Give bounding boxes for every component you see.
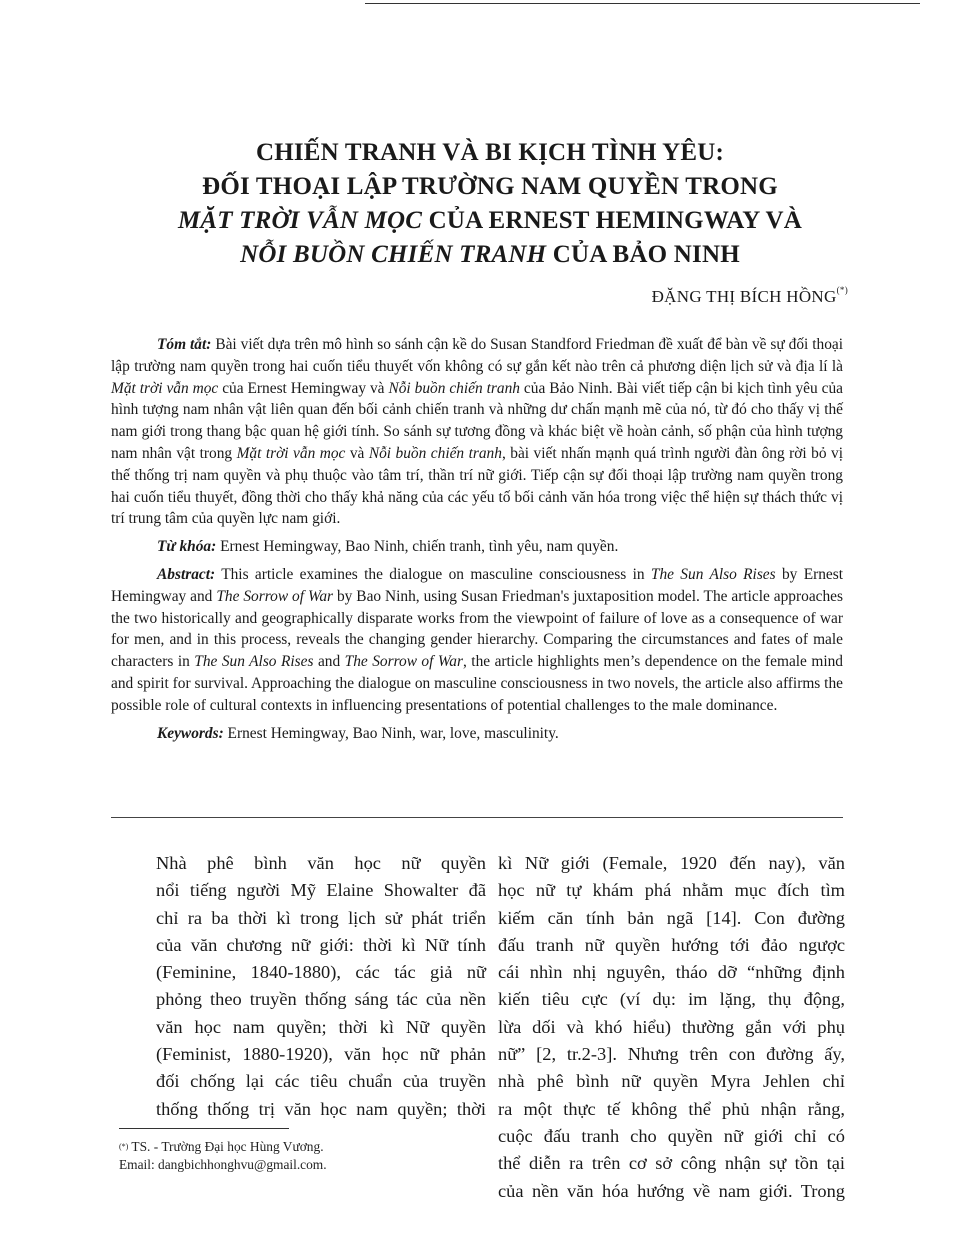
summary-vi: Tóm tắt: Bài viết dựa trên mô hình so sánh cận kề do Susan Standford Friedman đề xuất để bàn về sự đối thoại lập trường nam quyền trong hai cuốn tiểu thuyết vốn không có sự gắn kết nào trên cả phương diện lịch sử và địa lí là Mặt trời vẫn mọc của Ernest Hemingway và Nỗi buồn chiến tranh của Bảo Ninh. Bài viết tiếp cận bi kịch tình yêu của hình tượng nam nhân vật liên quan đến bối cảnh chiến tranh và những dư chấn mạnh mẽ của nó, từ đó cho thấy vị thế nam giới trong thang bậc quan hệ giới tính. So sánh sự tương đồng và khác biệt về hoàn cảnh, số phận của hình tượng nam nhân vật trong Mặt trời vẫn mọc và Nỗi buồn chiến tranh, bài viết nhấn mạnh quá trình người đàn ông rời bỏ vị thế thống trị nam quyền và phụ thuộc vào tâm trí, thần trí nữ giới. Tiếp cận sự đối thoại lập trường nam quyền trong hai cuốn tiểu thuyết, đồng thời cho thấy khả năng của các yếu tố bối cảnh văn hóa trong việc thể hiện sự thách thức vị trí trung tâm của quyền lực nam giới. (111, 336, 844, 528)
body-line: học nữ tự khám phá nhằm mục đích tìm (498, 880, 845, 901)
body-line: đấu tranh nữ quyền hướng tới đảo ngược (498, 934, 845, 955)
keywords-en: Keywords: Ernest Hemingway, Bao Ninh, war, love, masculinity. (157, 724, 559, 742)
body-line: phỏng theo truyền thống sáng tác của nền (156, 989, 486, 1010)
body-line: thống thống trị văn học nam quyền; thời (156, 1098, 486, 1119)
body-line: ra một thực tế không thể phủ nhận rằng, (498, 1098, 845, 1119)
author-footnote-marker: (*) (836, 285, 848, 295)
author-name: ĐẶNG THỊ BÍCH HỒNG(*) (651, 285, 848, 306)
body-line: đối chống lại các tiêu chuẩn của truyền (156, 1071, 486, 1092)
title-line-2: ĐỐI THOẠI LẬP TRƯỜNG NAM QUYỀN TRONG (202, 173, 778, 200)
footnote-rule (119, 1128, 289, 1129)
title-line-3: MẶT TRỜI VẪN MỌC CỦA ERNEST HEMINGWAY VÀ (177, 207, 803, 234)
section-divider (111, 817, 843, 818)
abstract-section (111, 334, 843, 744)
body-line: kiến tiêu cực (ví dụ: im lặng, thụ động, (498, 989, 845, 1010)
footnote (119, 1138, 449, 1174)
body-line: lừa dối và khó hiểu) thường gắn với phụ (498, 1016, 845, 1037)
body-line: (Feminist, 1880-1920), văn học nữ phản (156, 1044, 486, 1065)
abstract-en: Abstract: This article examines the dialogue on masculine consciousness in The Sun Also Rises by Ernest Hemingway and The Sorrow of War by Bao Ninh, using Susan Friedman's juxtaposition model. The article approaches the two historically and geographically disparate works from the viewpoint of failure of love as a consequence of war for men, and in this process, reveals the changing gender hierarchy. Comparing the circumstances and fates of male characters in The Sun Also Rises and The Sorrow of War, the article highlights men’s dependence on the female mind and spirit for survival. Approaching the dialogue on masculine consciousness in two novels, the article also affirms the possible role of cultural contexts in influencing presentations of potential challenges to the male dominance. (111, 565, 844, 714)
keywords-vi: Từ khóa: Ernest Hemingway, Bao Ninh, chiến tranh, tình yêu, nam quyền. (157, 538, 619, 556)
title-line-4: NỖI BUỒN CHIẾN TRANH CỦA BẢO NINH (240, 241, 740, 268)
body-line: chỉ ra ba thời kì trong lịch sử phát triển (156, 907, 486, 928)
body-column-left (156, 850, 486, 1123)
body-line: cuộc đấu tranh cho quyền nữ giới chỉ có (498, 1125, 845, 1146)
body-line: nhà phê bình nữ quyền Myra Jehlen chỉ (498, 1071, 845, 1092)
header-rule (365, 3, 920, 4)
title-line-1: CHIẾN TRANH VÀ BI KỊCH TÌNH YÊU: (255, 139, 725, 166)
body-line: của nền văn hóa hướng về nam giới. Trong (498, 1180, 845, 1201)
body-line: cái nhìn nhị nguyên, tháo dỡ “những định (498, 962, 845, 983)
title-book-2: NỖI BUỒN CHIẾN TRANH (240, 241, 547, 268)
footnote-email: Email: dangbichhonghvu@gmail.com. (119, 1157, 327, 1172)
body-line: kiếm căn tính bản ngã [14]. Con đường (498, 907, 845, 928)
body-line: văn học nam quyền; thời kì Nữ quyền (156, 1016, 486, 1037)
body-line: thể diễn ra trên cơ sở công nhận sự tồn tại (498, 1153, 845, 1174)
body-line: kì Nữ giới (Female, 1920 đến nay), văn (498, 853, 845, 873)
body-line: Nhà phê bình văn học nữ quyền (156, 853, 486, 873)
body-line: nữ” [2, tr.2-3]. Nhưng trên con đường ấy, (498, 1044, 845, 1065)
footnote-affiliation: (*) TS. - Trường Đại học Hùng Vương. (119, 1139, 324, 1154)
body-line: nổi tiếng người Mỹ Elaine Showalter đã (156, 880, 486, 901)
article-title (130, 136, 850, 272)
body-line: của văn chương nữ giới: thời kì Nữ tính (156, 934, 486, 955)
title-book-1: MẶT TRỜI VẪN MỌC (177, 207, 423, 234)
body-line: (Feminine, 1840-1880), các tác giả nữ (156, 962, 486, 983)
body-column-right (498, 850, 845, 1205)
